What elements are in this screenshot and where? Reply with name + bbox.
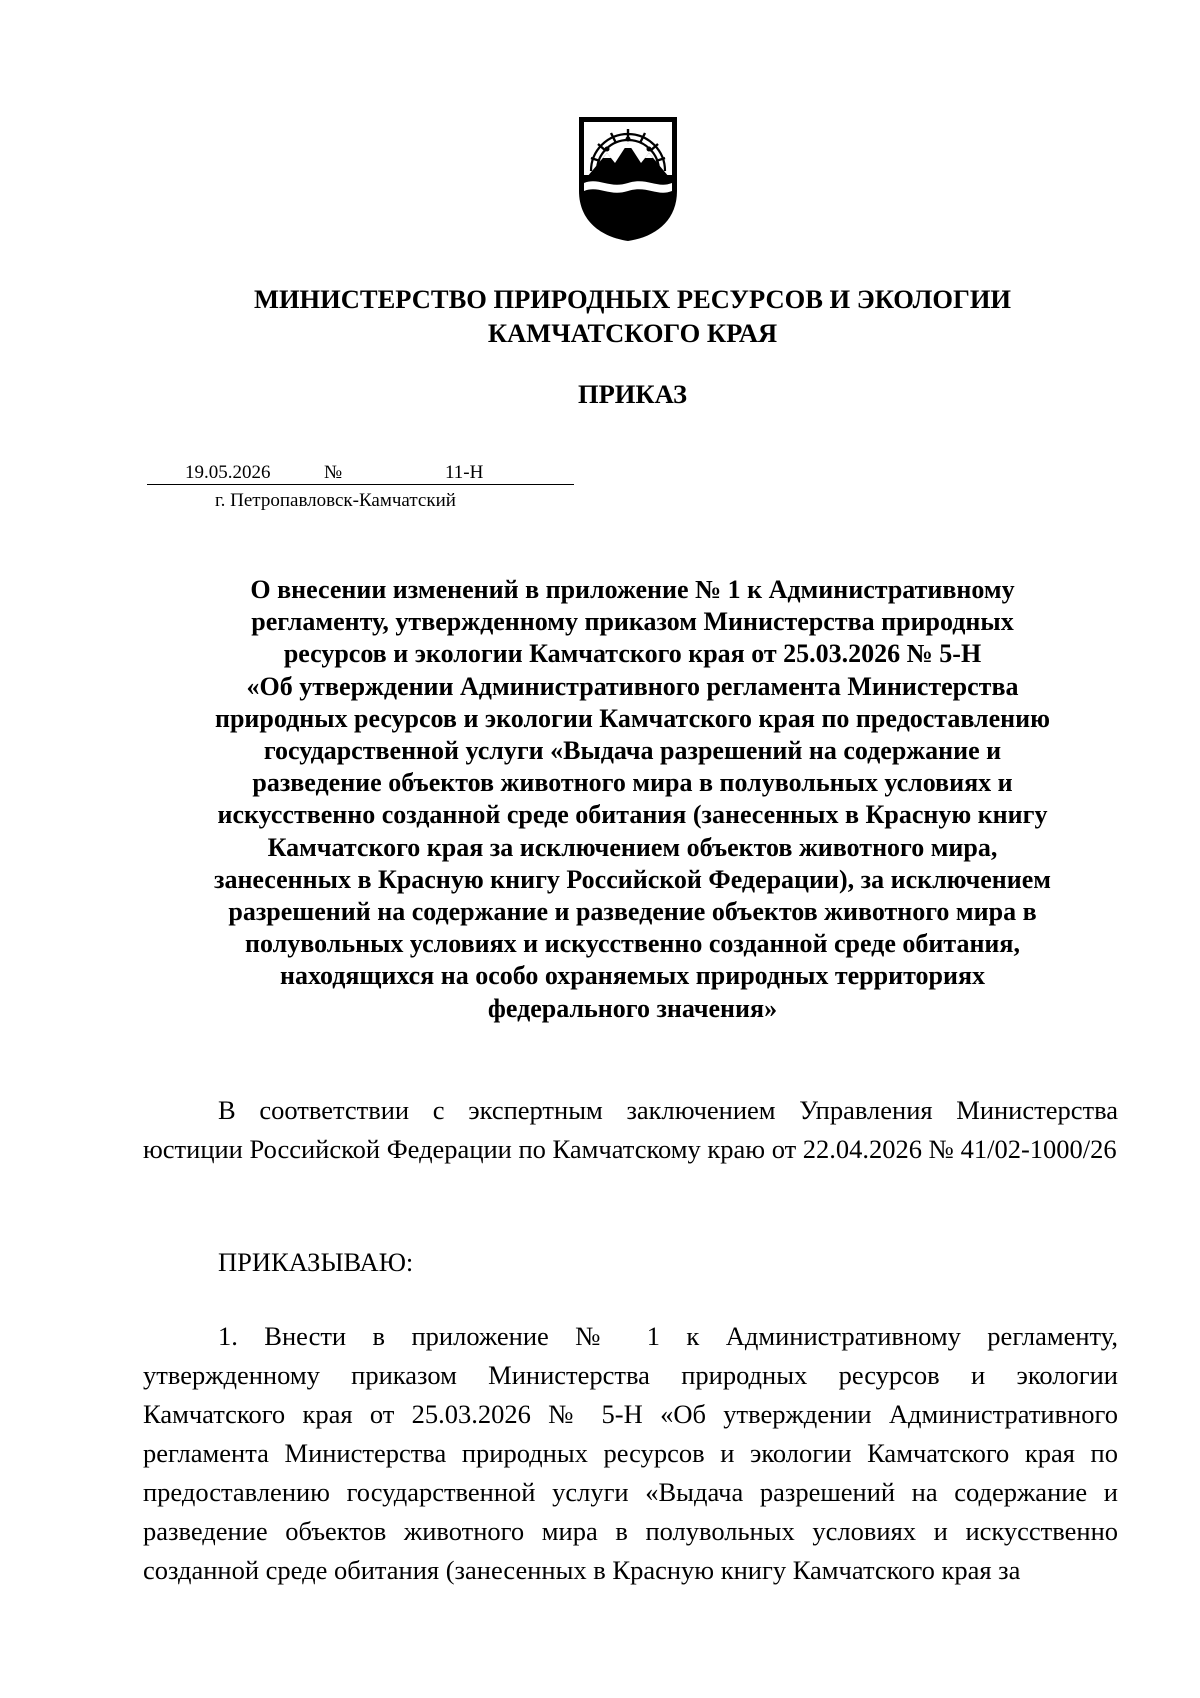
subject-line: регламенту, утвержденному приказом Министерства природных — [251, 607, 1014, 637]
basis-paragraph: В соответствии с экспертным заключением Управления Министерства юстиции Российской Федерации по Камчатскому краю от 22.04.2026 № 41/02-1000/26 — [143, 1095, 1118, 1164]
subject-line: разрешений на содержание и разведение объектов животного мира в — [228, 897, 1037, 927]
order-number: 11-Н — [445, 462, 484, 483]
document-type: ПРИКАЗ — [577, 379, 688, 409]
organization-line-1: МИНИСТЕРСТВО ПРИРОДНЫХ РЕСУРСОВ И ЭКОЛОГИИ — [253, 284, 1012, 314]
order-city: г. Петропавловск-Камчатский — [215, 490, 456, 511]
kamchatka-coat-of-arms-icon — [575, 113, 681, 243]
subject-line: разведение объектов животного мира в полувольных условиях и — [252, 768, 1013, 798]
subject-line: занесенных в Красную книгу Российской Федерации), за исключением — [214, 864, 1051, 894]
subject-line: О внесении изменений в приложение № 1 к Административному — [250, 575, 1015, 604]
subject-line: природных ресурсов и экологии Камчатского края по предоставлению — [214, 703, 1051, 733]
subject-line: государственной услуги «Выдача разрешений на содержание и — [263, 736, 1002, 766]
order-date-number-line — [147, 462, 574, 488]
subject-line: «Об утверждении Административного регламента Министерства — [246, 671, 1019, 701]
subject-line: Камчатского края за исключением объектов животного мира, — [267, 832, 998, 862]
order-item-1: 1. Внести в приложение № 1 к Административному регламенту, утвержденному приказом Министерства природных ресурсов и экологии Камчатского края от 25.03.2026 № 5-Н «Об утверждении Административного регламента Министерства природных ресурсов и экологии Камчатского края по предоставлению государственной услуги «Выдача разрешений на содержание и разведение объектов животного мира в полувольных условиях и искусственно созданной среде обитания (занесенных в Красную книгу Камчатского края за — [143, 1321, 1118, 1585]
subject-line: федерального значения» — [487, 993, 778, 1023]
order-line-underline — [147, 484, 574, 485]
subject-line: искусственно созданной среде обитания (занесенных в Красную книгу — [217, 800, 1048, 830]
order-number-sign: № — [324, 462, 343, 483]
organization-line-2: КАМЧАТСКОГО КРАЯ — [487, 318, 778, 348]
order-word: ПРИКАЗЫВАЮ: — [218, 1247, 414, 1277]
subject-line: полувольных условиях и искусственно созданной среде обитания, — [245, 929, 1020, 959]
subject-line: находящихся на особо охраняемых природных территориях — [279, 961, 986, 991]
subject-line: ресурсов и экологии Камчатского края от 25.03.2026 № 5-Н — [283, 639, 982, 669]
order-subject — [150, 574, 1115, 1025]
order-date: 19.05.2026 — [185, 462, 271, 483]
organization-title — [0, 282, 1200, 350]
